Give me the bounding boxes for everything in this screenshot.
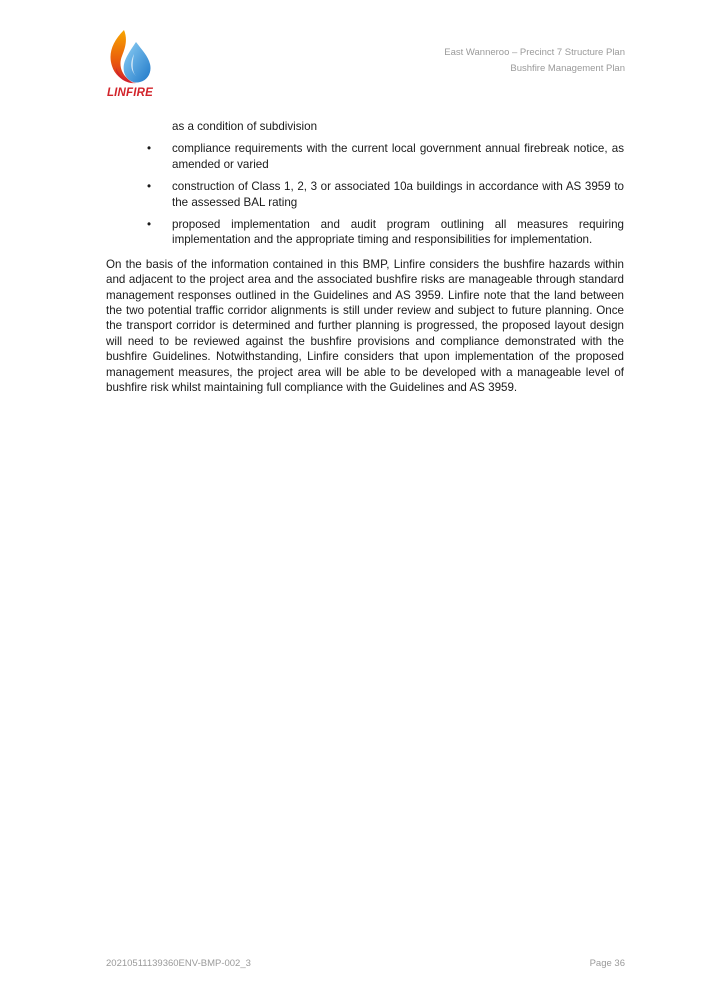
- bullet-list: [106, 141, 624, 247]
- header-subtitle: Bushfire Management Plan: [510, 63, 625, 74]
- flame-drop-icon: [102, 28, 158, 86]
- conclusion-paragraph: On the basis of the information contained in this BMP, Linfire considers the bushfire hazards within and adjacent to the project area and the associated bushfire risks are manageable through standard management responses outlined in the Guidelines and AS 3959. Linfire note that the land between the two potential traffic corridor alignments is still under review and subject to future planning. Once the transport corridor is determined and further planning is progressed, the proposed layout design will need to be reviewed against the bushfire provisions and compliance demonstrated with the bushfire Guidelines. Notwithstanding, Linfire considers that upon implementation of the proposed management measures, the project area will be able to be developed with a manageable level of bushfire risk whilst maintaining full compliance with the Guidelines and AS 3959.: [106, 257, 624, 395]
- bullet-continuation: as a condition of subdivision: [172, 120, 318, 133]
- logo-wordmark: LINFIRE: [106, 87, 154, 99]
- list-item: • proposed implementation and audit program outlining all measures requiring implementation and the appropriate timing and responsibilities for implementation.: [147, 218, 624, 247]
- bullet-icon: •: [147, 142, 152, 156]
- page-number: Page 36: [589, 958, 625, 969]
- list-item: • construction of Class 1, 2, 3 or associated 10a buildings in accordance with AS 3959 to the assessed BAL rating: [147, 180, 624, 209]
- page-body: [106, 119, 624, 407]
- bullet-icon: •: [147, 218, 152, 232]
- document-header: [444, 45, 625, 77]
- linfire-logo: [102, 28, 158, 102]
- header-title: East Wanneroo – Precinct 7 Structure Plan: [444, 47, 625, 58]
- list-item: • compliance requirements with the current local government annual firebreak notice, as amended or varied: [147, 142, 624, 171]
- bullet-icon: •: [147, 180, 152, 194]
- page-footer: [106, 958, 625, 969]
- document-id: 20210511139360ENV-BMP-002_3: [106, 958, 251, 969]
